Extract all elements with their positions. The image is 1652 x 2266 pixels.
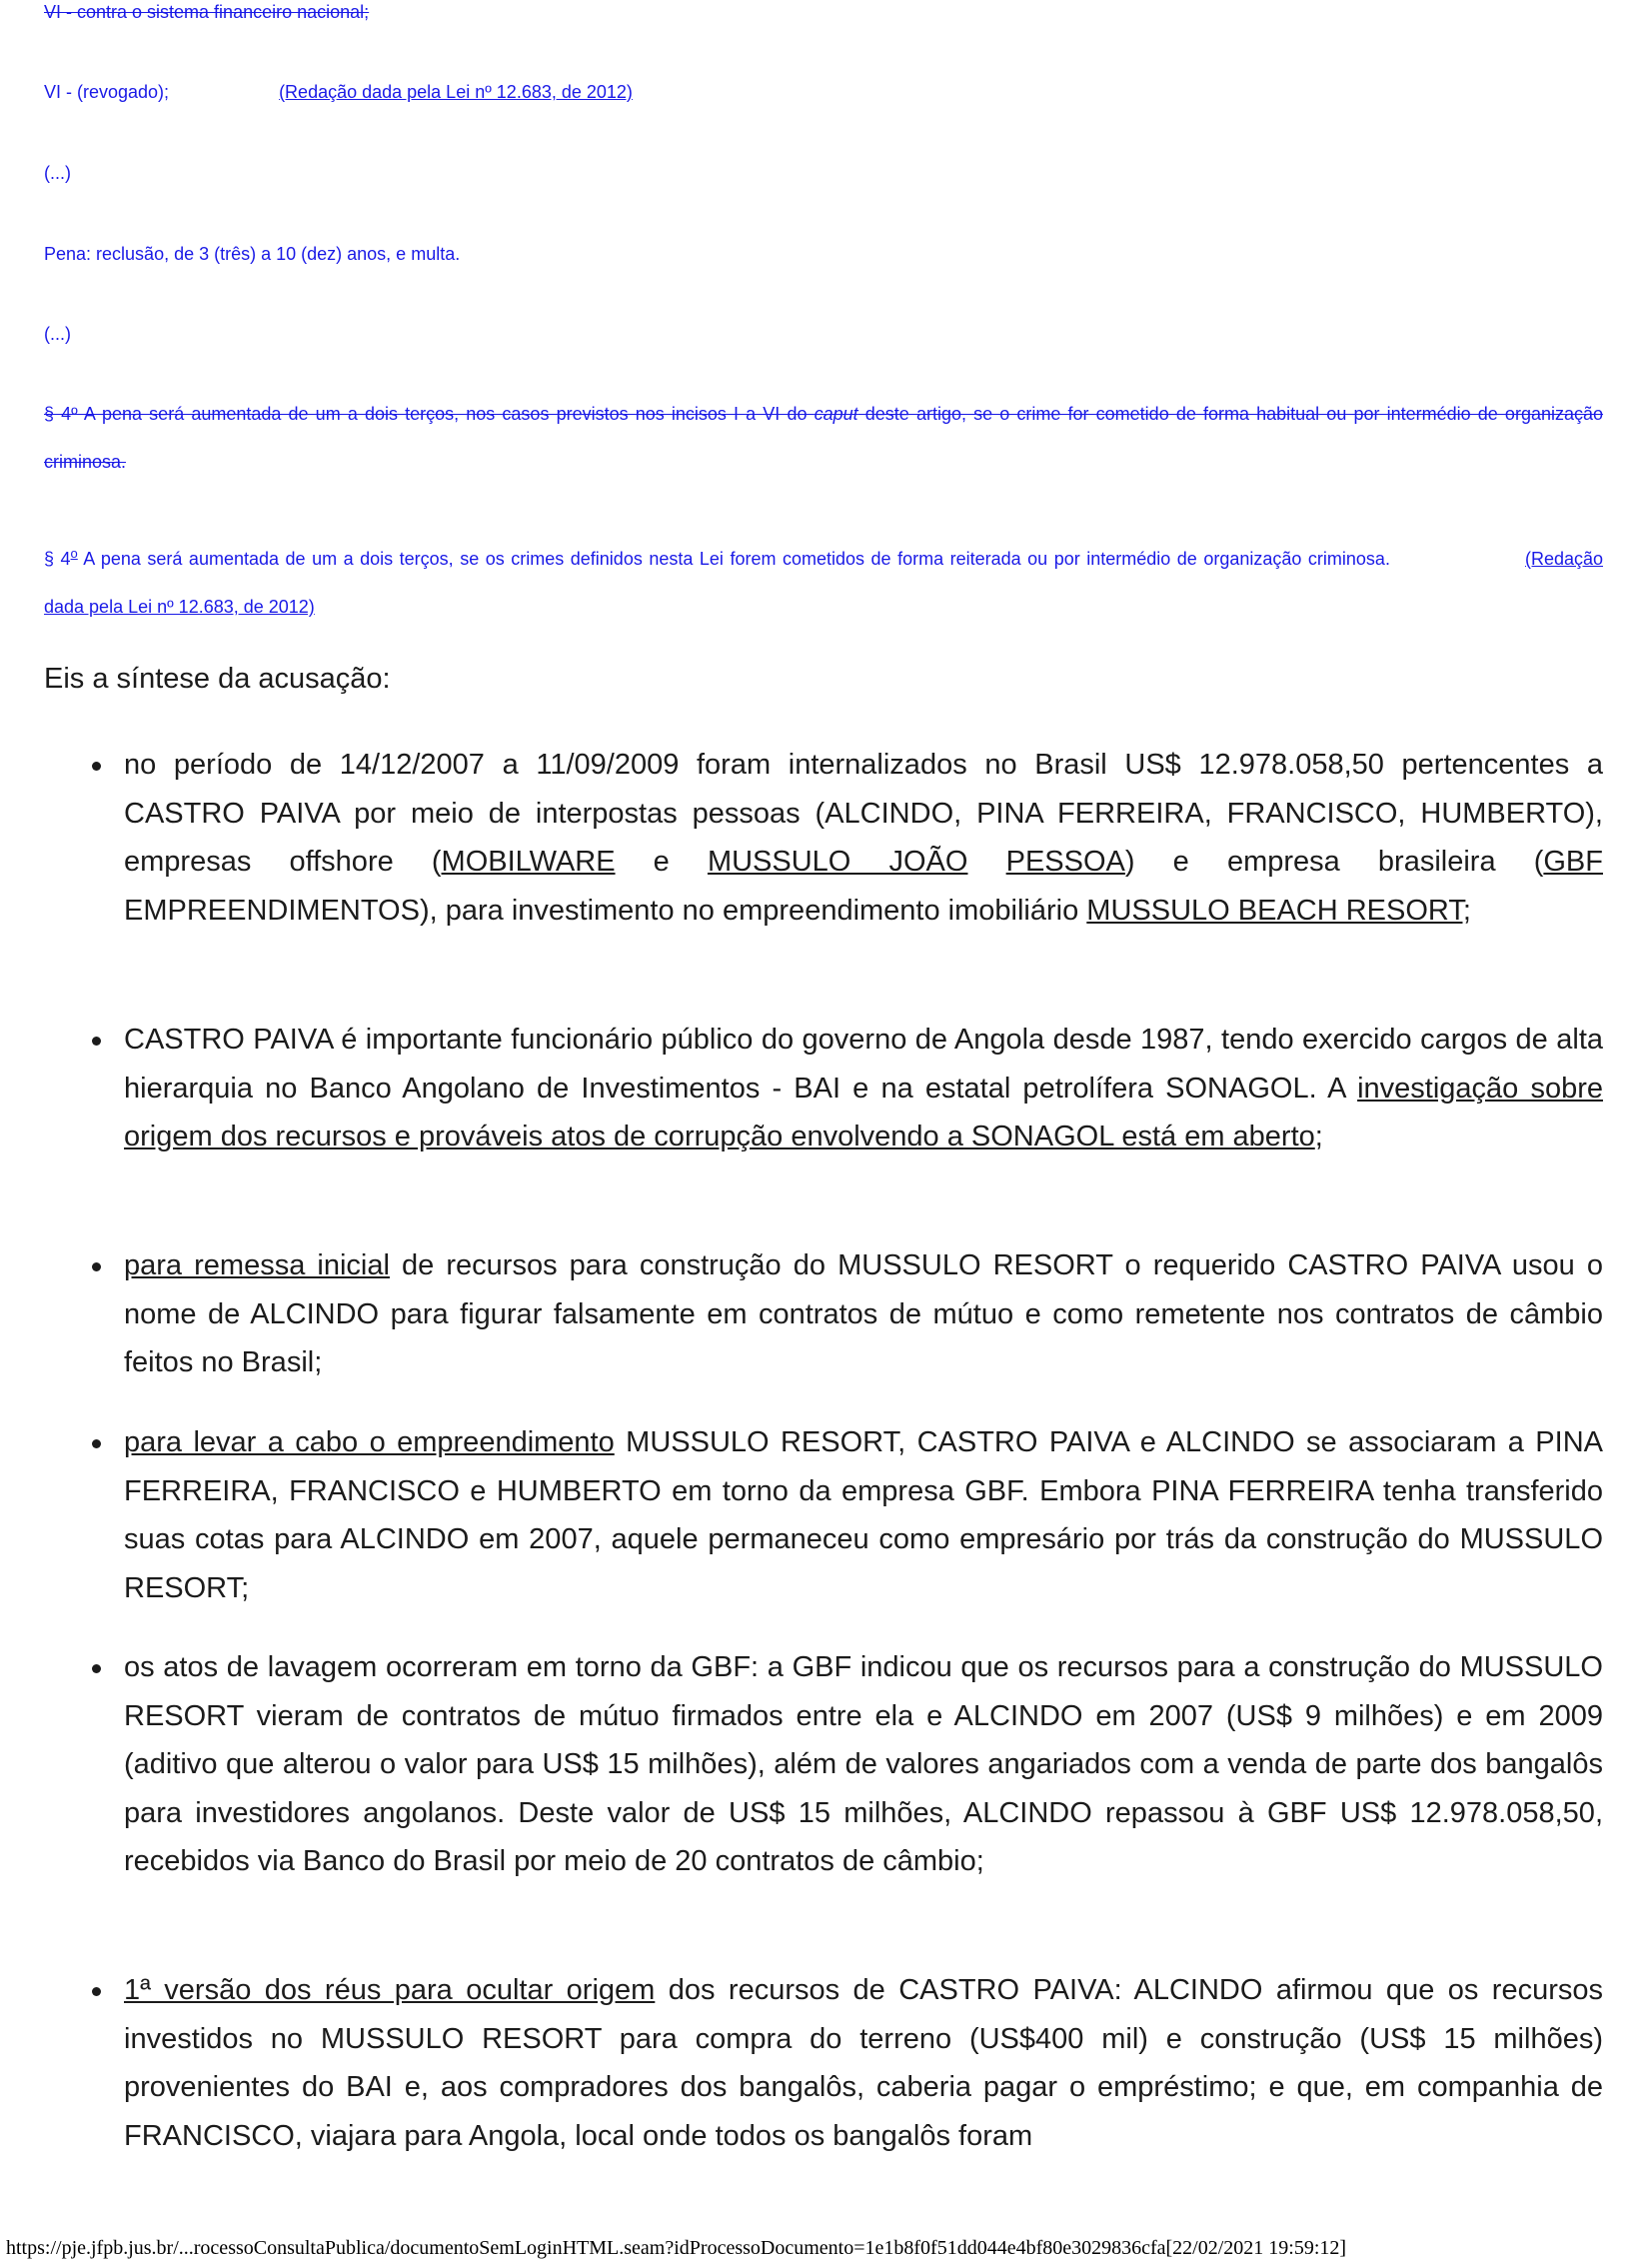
statute-para4-old: [44, 390, 1603, 486]
list-item-text: e: [615, 846, 708, 878]
bullet-icon: [92, 1262, 101, 1271]
statute-para4-new: [44, 530, 1603, 631]
underlined-text: investigação sobre origem dos recursos e prováveis atos de corrupção envolvendo a SONAGOL está em aberto: [124, 1072, 1603, 1152]
list-item-text: os atos de lavagem ocorreram em torno da GBF: a GBF indicou que os recursos para a construção do MUSSULO RESORT vieram de contratos de mútuo firmados entre ela e ALCINDO em 2007 (US$ 9 milhões) e em 2009 (aditivo que alterou o valor para US$ 15 milhões), além de valores angariados com a venda de parte dos bangalôs para investidores angolanos. Deste valor de US$ 15 milhões, ALCINDO repassou à GBF US$ 12.978.058,50, recebidos via Banco do Brasil por meio de 20 contratos de câmbio;: [124, 1651, 1603, 1877]
list-item: [124, 1241, 1603, 1387]
list-item: [124, 741, 1603, 935]
underlined-text: para remessa inicial: [124, 1249, 390, 1281]
list-item-text: no período de 14/12/2007 a 11/09/2009 foram internalizados no Brasil US$ 12.978.058,50 pertencentes a CASTRO PAIVA por meio de interpostas pessoas (ALCINDO, PINA FERREIRA, FRANCISCO, HUMBERTO), empresas offshore (: [124, 749, 1603, 878]
list-item-text: MUSSULO RESORT, CASTRO PAIVA e ALCINDO se associaram a PINA FERREIRA, FRANCISCO e HUMBERTO em torno da empresa GBF. Embora PINA FERREIRA tenha transferido suas cotas para ALCINDO em 2007, aquele permaneceu como empresário por trás da construção do MUSSULO RESORT;: [124, 1426, 1603, 1604]
paragraph-symbol: § 4: [44, 549, 71, 569]
underlined-text: PESSOA: [1005, 846, 1125, 878]
statute-item-vi-revoked: [44, 82, 633, 103]
list-item-text: ) e empresa brasileira (: [1124, 846, 1544, 878]
statute-para4-old-text: § 4º A pena será aumentada de um a dois terços, nos casos previstos nos incisos I a VI do: [44, 404, 815, 424]
list-item-text: [967, 846, 1005, 878]
underlined-text: MUSSULO BEACH RESORT;: [1086, 894, 1471, 927]
list-item: [124, 1643, 1603, 1886]
list-item-text: dos recursos de CASTRO PAIVA: ALCINDO afirmou que os recursos investidos no MUSSULO RESORT para compra do terreno (US$400 mil) e construção (US$ 15 milhões) provenientes do BAI e, aos compradores dos bangalôs, caberia pagar o empréstimo; e que, em companhia de FRANCISCO, viajara para Angola, local onde todos os bangalôs foram: [124, 1974, 1603, 2152]
list-item: [124, 1016, 1603, 1161]
law-amendment-link[interactable]: (Redação dada pela Lei nº 12.683, de 2012): [44, 549, 1603, 617]
bullet-icon: [92, 1037, 101, 1046]
list-item-text: CASTRO PAIVA é importante funcionário público do governo de Angola desde 1987, tendo exercido cargos de alta hierarquia no Banco Angolano de Investimentos - BAI e na estatal petrolífera SONAGOL. A: [124, 1024, 1603, 1105]
underlined-text: 1ª versão dos réus para ocultar origem: [124, 1974, 656, 2006]
law-amendment-link[interactable]: (Redação dada pela Lei nº 12.683, de 2012): [279, 82, 633, 102]
list-item: [124, 1418, 1603, 1612]
statute-para4-new-text: A pena será aumentada de um a dois terços, se os crimes definidos nesta Lei forem cometidos de forma reiterada ou por intermédio de organização criminosa.: [77, 549, 1390, 569]
bullet-icon: [92, 1987, 101, 1996]
paragraph-ordinal: o: [70, 546, 78, 561]
bullet-icon: [92, 1664, 101, 1673]
ellipsis: (...): [44, 324, 71, 344]
list-item-text: EMPREENDIMENTOS), para investimento no empreendimento imobiliário: [124, 894, 1087, 927]
underlined-text: MUSSULO JOÃO: [707, 846, 968, 878]
underlined-text: MOBILWARE: [441, 846, 616, 878]
statute-para4-old-caput: caput: [814, 404, 858, 424]
statute-item-vi-old: VI - contra o sistema financeiro nacional;: [44, 2, 370, 22]
ellipsis: (...): [44, 163, 71, 183]
underlined-text: GBF: [1543, 846, 1603, 878]
underlined-text: para levar a cabo o empreendimento: [124, 1426, 615, 1458]
bullet-icon: [92, 762, 101, 771]
page-footer-url: https://pje.jfpb.jus.br/...rocessoConsultaPublica/documentoSemLoginHTML.seam?idProcessoDocumento=1e1b8f0f51dd044e4bf80e3029836cfa[22/02/2021 19:59:12]: [6, 2237, 1347, 2259]
list-item-text: de recursos para construção do MUSSULO RESORT o requerido CASTRO PAIVA usou o nome de ALCINDO para figurar falsamente em contratos de mútuo e como remetente nos contratos de câmbio feitos no Brasil;: [124, 1249, 1603, 1378]
list-item-text: ;: [1314, 1121, 1323, 1152]
statute-para4-old-text-end: deste artigo, se o crime for cometido de forma habitual ou por intermédio de organização criminosa.: [44, 404, 1604, 472]
statute-penalty: Pena: reclusão, de 3 (três) a 10 (dez) anos, e multa.: [44, 244, 461, 264]
section-intro: Eis a síntese da acusação:: [44, 663, 391, 695]
statute-item-vi-label: VI - (revogado);: [44, 82, 170, 102]
bullet-icon: [92, 1439, 101, 1448]
list-item: [124, 1966, 1603, 2160]
